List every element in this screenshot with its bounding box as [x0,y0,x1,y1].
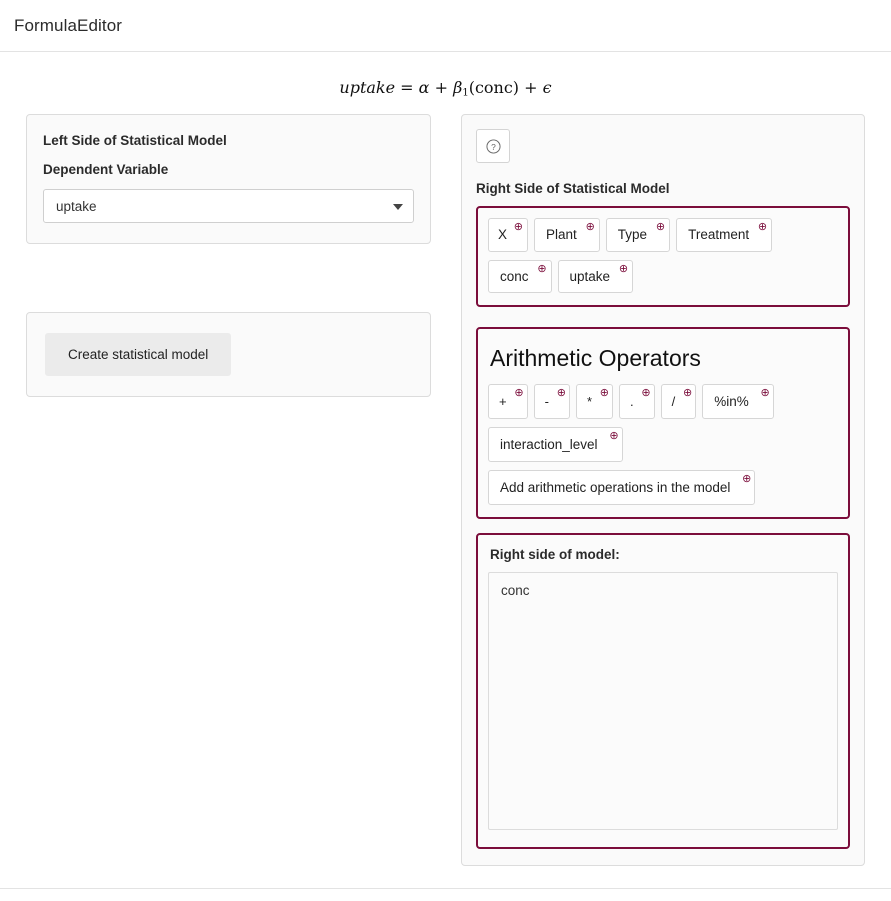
formula-plus: + [434,77,448,97]
variable-chip-type[interactable] [606,218,670,252]
operator-chip-in[interactable] [702,384,774,419]
variable-chip-label: Treatment [688,227,750,242]
plus-circle-icon[interactable]: ⊕ [683,387,693,400]
plus-circle-icon[interactable]: ⊕ [514,387,524,400]
right-model-panel [461,114,865,866]
operator-chip-label: / [671,394,676,410]
svg-text:?: ? [490,141,496,152]
plus-circle-icon[interactable]: ⊕ [585,221,595,233]
operator-chip-label: %in% [714,394,749,410]
variable-chip-label: conc [500,268,529,284]
variable-chip-label: X [498,227,508,242]
operator-chip-label: . [630,394,634,410]
operator-chip-multiply[interactable] [576,384,613,419]
formula-beta-subscript: 1 [462,87,469,99]
formula-beta: β [453,77,463,97]
variable-chip-plant[interactable] [534,218,600,252]
dependent-variable-label: Dependent Variable [43,162,169,177]
main-columns [0,114,891,866]
plus-circle-icon[interactable]: ⊕ [760,387,770,400]
page-title: FormulaEditor [14,15,123,35]
create-statistical-model-button[interactable]: Create statistical model [45,333,231,376]
operator-chip-label: + [499,394,507,410]
left-column [26,114,431,397]
add-arithmetic-operations-label: Add arithmetic operations in the model [500,480,731,496]
dependent-variable-select[interactable] [43,189,414,223]
arithmetic-operators-box [476,327,850,519]
variable-chip-label: uptake [569,268,611,284]
variable-chip-label: Plant [546,227,577,242]
variable-chip-x[interactable] [488,218,528,252]
variable-chip-treatment[interactable] [676,218,772,252]
plus-circle-icon[interactable]: ⊕ [757,221,768,233]
right-side-result-box [476,533,850,849]
formula-plus-2: + [524,77,538,97]
operator-chip-plus[interactable] [488,384,528,419]
formula-epsilon: ϵ [542,77,552,97]
operator-chip-label: - [544,394,549,410]
operator-chip-label: interaction_level [500,437,598,453]
variable-chip-label: Type [617,227,648,242]
variable-chip-uptake[interactable] [558,260,634,294]
right-column [461,114,865,866]
formula-alpha: α [418,77,430,97]
formula-display-row [0,52,891,114]
variable-chip-list [488,218,838,293]
plus-circle-icon[interactable]: ⊕ [742,473,752,486]
help-button[interactable] [476,129,510,163]
footer-divider [0,888,891,889]
operator-chip-divide[interactable] [661,384,697,419]
plus-circle-icon[interactable]: ⊕ [537,262,547,275]
right-model-title: Right Side of Statistical Model [476,181,670,196]
add-arithmetic-operations-button[interactable] [488,470,755,505]
operator-chip-label: * [586,394,592,410]
formula-equals: = [400,77,414,97]
app-header [0,0,891,52]
plus-circle-icon[interactable]: ⊕ [655,221,666,233]
right-side-model-textarea[interactable] [488,572,838,830]
formula-term: (conc) [468,77,520,97]
formula-display [339,78,551,99]
right-side-result-label: Right side of model: [490,547,620,563]
variable-chip-conc[interactable] [488,260,552,294]
operator-chip-dot[interactable] [619,384,655,419]
arithmetic-operator-list [488,384,838,505]
create-model-panel [26,312,431,397]
question-mark-icon [486,139,501,154]
left-model-title: Left Side of Statistical Model [43,133,227,148]
chevron-down-icon [393,204,403,210]
plus-circle-icon[interactable]: ⊕ [513,221,524,233]
formula-lhs: uptake [339,77,396,97]
plus-circle-icon[interactable]: ⊕ [609,430,619,443]
variables-box [476,206,850,307]
left-model-panel [26,114,431,244]
arithmetic-operators-title: Arithmetic Operators [490,345,701,372]
operator-chip-minus[interactable] [534,384,570,419]
dependent-variable-value: uptake [56,198,97,214]
plus-circle-icon[interactable]: ⊕ [641,387,651,400]
operator-chip-interaction-level[interactable] [488,427,623,462]
plus-circle-icon[interactable]: ⊕ [556,387,566,400]
left-column-spacer [26,244,431,312]
plus-circle-icon[interactable]: ⊕ [618,262,629,275]
plus-circle-icon[interactable]: ⊕ [599,387,609,400]
